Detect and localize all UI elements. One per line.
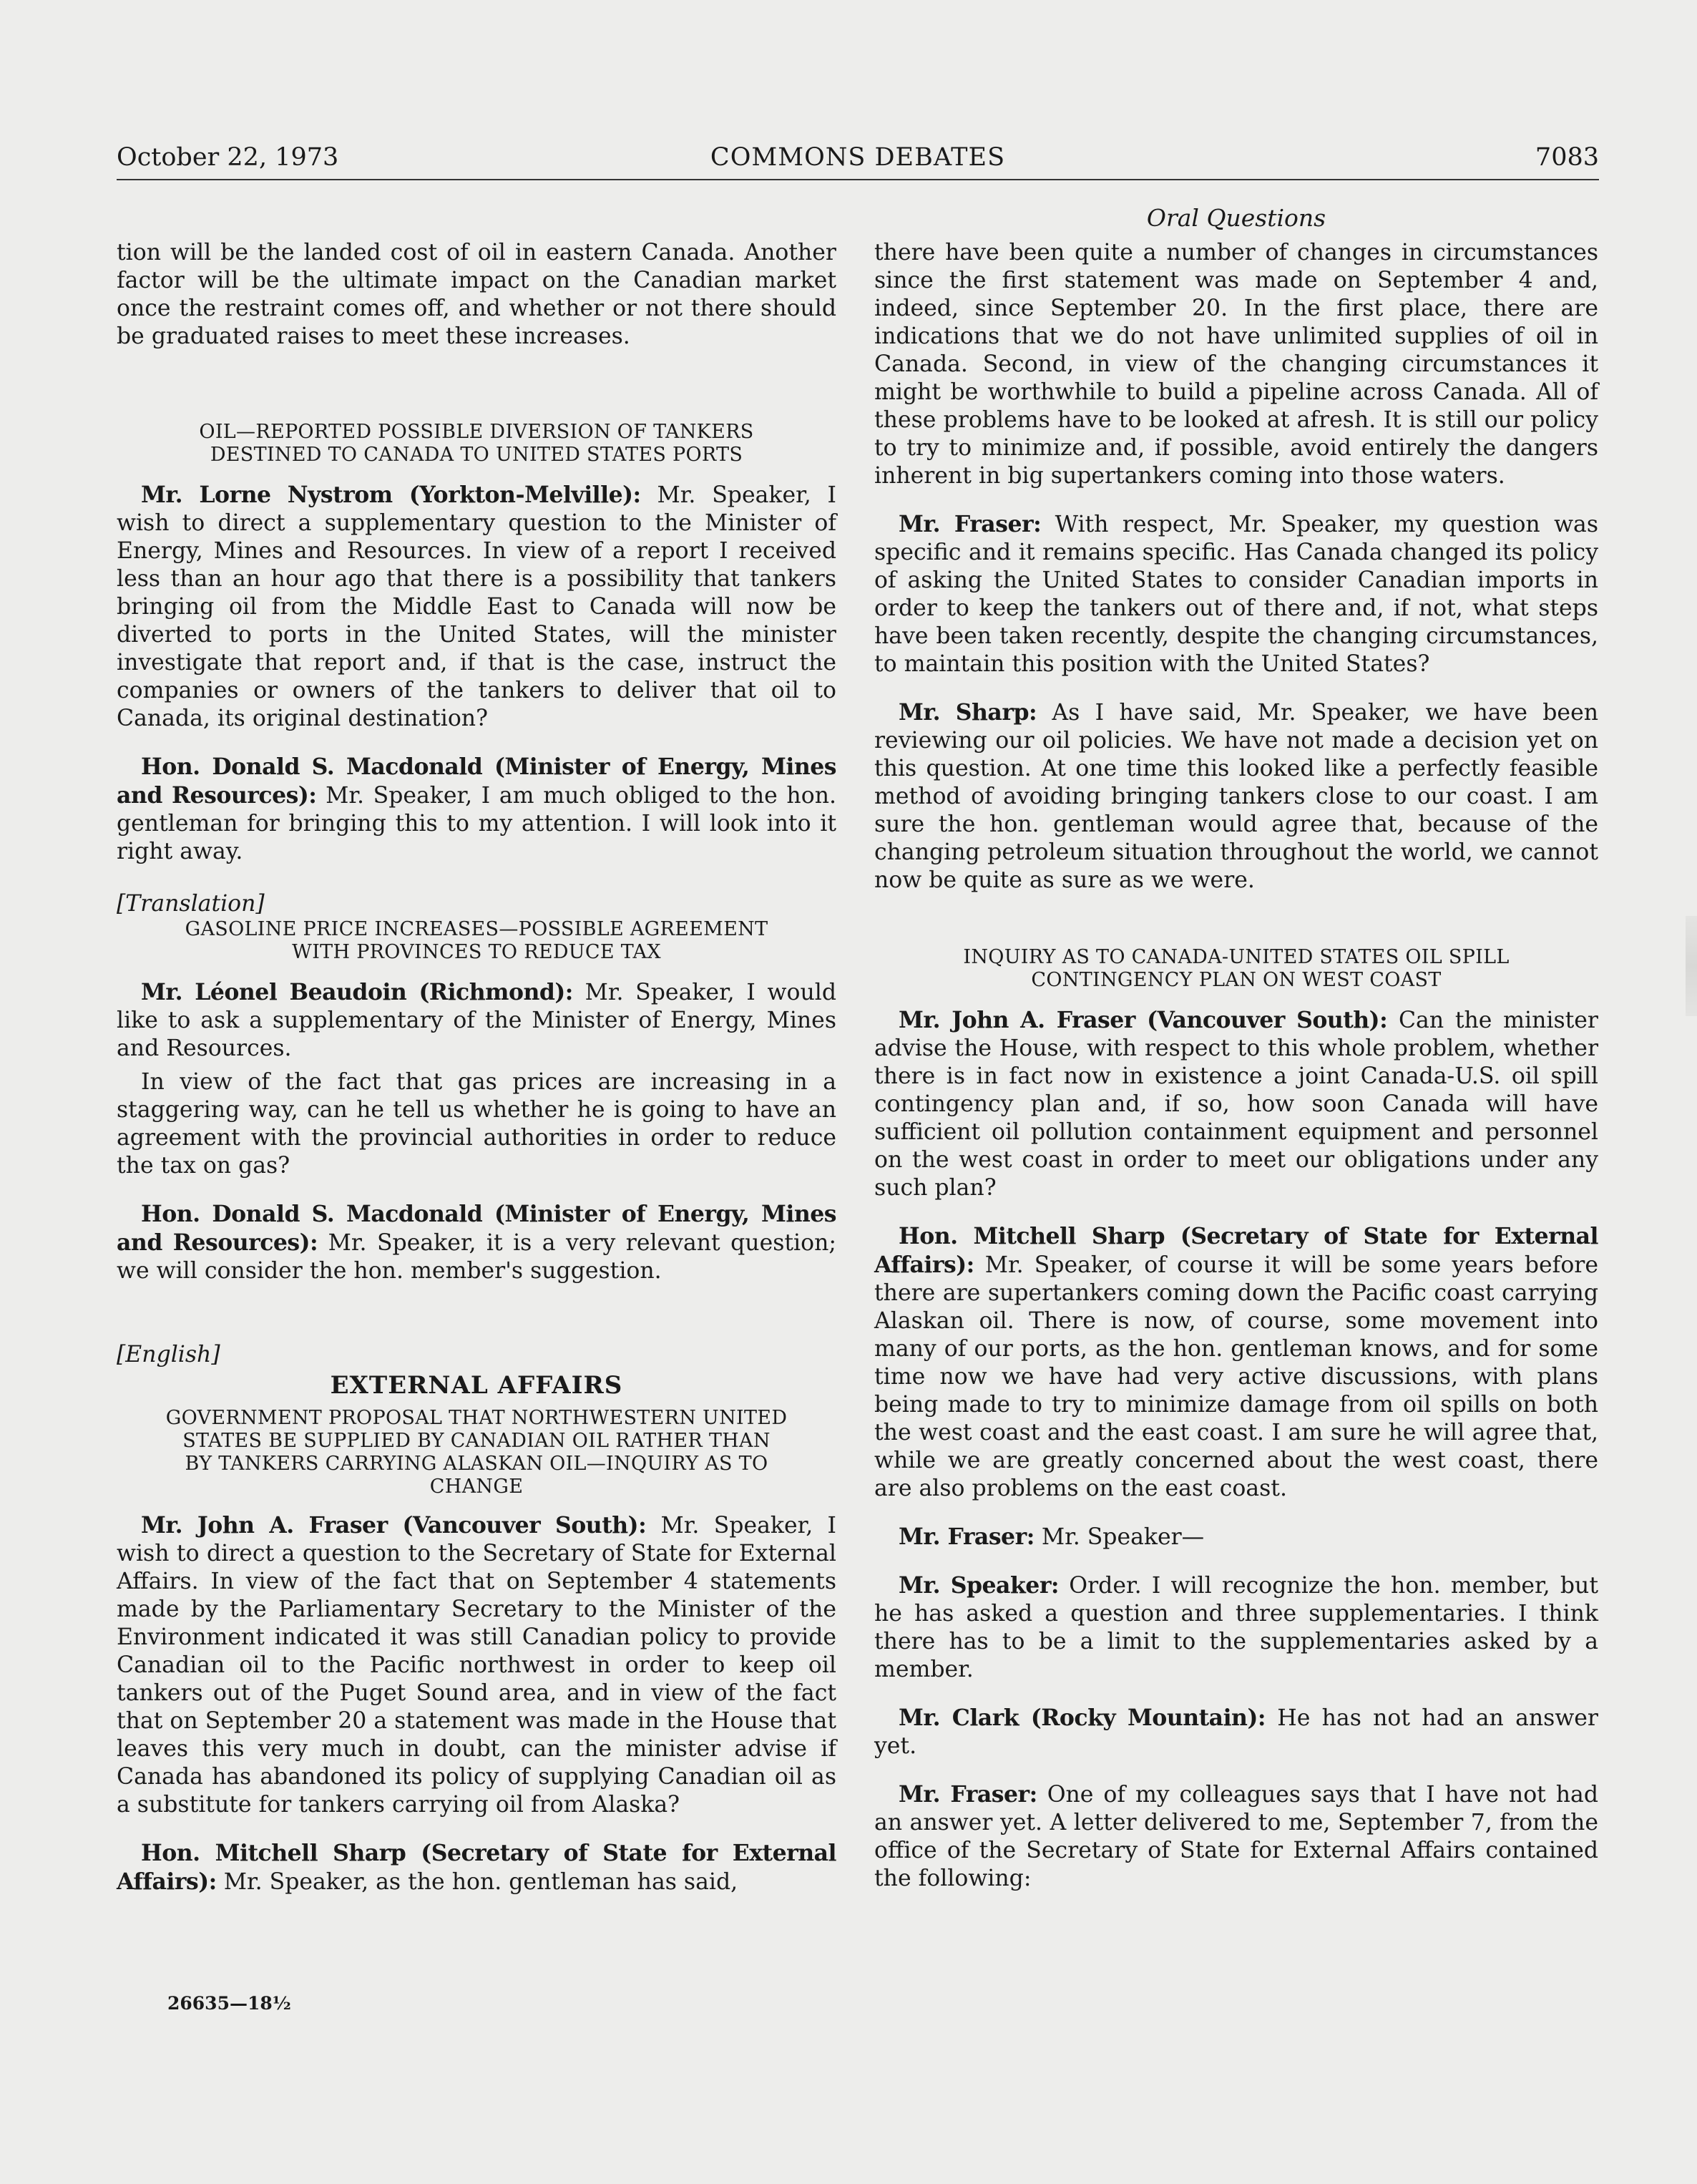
paragraph: Mr. Sharp: As I have said, Mr. Speaker, we have been reviewing our oil policies. We have not made a decision yet on this question. At one time this looked like a perfectly feasible method of avoiding bringing tankers close to our coast. I am sure the hon. gentleman would agree that, because of the changing petroleum situation throughout the world, we cannot now be quite as sure as we were. [874,699,1598,893]
paragraph: In view of the fact that gas prices are increasing in a staggering way, can he tell us whether he is going to have an agreement with the provincial authorities in order to reduce the tax on gas? [117,1069,836,1179]
speaker-name: Hon. Donald S. Macdonald (Minister of Energy, Mines and Resources): [117,754,836,809]
paragraph: Mr. Speaker: Order. I will recognize the hon. member, but he has asked a question and three supplementaries. I think there has to be a limit to the supplementaries asked by a member. [874,1572,1598,1682]
speaker-name: Hon. Donald S. Macdonald (Minister of Energy, Mines and Resources): [117,1201,836,1256]
left-column [117,239,836,1896]
footer-code: 26635—18½ [167,1993,291,2014]
subject-heading: GASOLINE PRICE INCREASES—POSSIBLE AGREEMENT WITH PROVINCES TO REDUCE TAX [185,918,768,963]
paragraph: Mr. Fraser: Mr. Speaker— [899,1524,1205,1550]
header-page-number: 7083 [1535,143,1599,172]
subject-heading: GOVERNMENT PROPOSAL THAT NORTHWESTERN UNITED STATES BE SUPPLIED BY CANADIAN OIL RATHER THAN BY TANKERS CARRYING ALASKAN OIL—INQUIRY AS TO CHANGE [165,1407,788,1498]
paragraph: Mr. Fraser: One of my colleagues says that I have not had an answer yet. A letter delivered to me, September 7, from the office of the Secretary of State for External Affairs contained the following: [874,1781,1598,1891]
right-column [874,239,1598,1893]
scan-artifact [1686,916,1697,1016]
paragraph: Mr. John A. Fraser (Vancouver South): Mr. Speaker, I wish to direct a question to the Secretary of State for External Affairs. In view of the fact that on September 4 statements made by the Parliamentary Secretary to the Minister of the Environment indicated it was still Canadian policy to provide Canadian oil to the Pacific northwest in order to keep oil tankers out of the Puget Sound area, and in view of the fact that on September 20 a statement was made in the House that leaves this very much in doubt, can the minister advise if Canada has abandoned its policy of supplying Canadian oil as a substitute for tankers carrying oil from Alaska? [117,1512,836,1818]
paragraph: Hon. Mitchell Sharp (Secretary of State for External Affairs): Mr. Speaker, as the hon. gentleman has said, [117,1840,836,1895]
paragraph: Hon. Donald S. Macdonald (Minister of Energy, Mines and Resources): Mr. Speaker, I am much obliged to the hon. gentleman for bringing this to my attention. I will look into it right away. [117,754,836,864]
speaker-name: Hon. Mitchell Sharp (Secretary of State for External Affairs): [117,1840,836,1895]
language-tag: [English] [117,1342,220,1368]
speaker-name: Mr. Fraser: [899,511,1042,537]
paragraph: Mr. Lorne Nystrom (Yorkton-Melville): Mr. Speaker, I wish to direct a supplementary question to the Minister of Energy, Mines and Resources. In view of a report I received less than an hour ago that there is a possibility that tankers bringing oil from the Middle East to Canada will now be diverted to ports in the United States, will the minister investigate that report and, if that is the case, instruct the companies or owners of the tankers to deliver that oil to Canada, its original destination? [117,482,836,731]
speaker-name: Mr. Léonel Beaudoin (Richmond): [141,979,573,1005]
paragraph: there have been quite a number of changes in circumstances since the first statement was made on September 4 and, indeed, since September 20. In the first place, there are indications that we do not have unlimited supplies of oil in Canada. Second, in view of the changing circumstances it might be worthwhile to build a pipeline across Canada. All of these problems have to be looked at afresh. It is still our policy to try to minimize and, if possible, avoid entirely the dangers inherent in big supertankers coming into those waters. [874,240,1598,489]
subject-heading: OIL—REPORTED POSSIBLE DIVERSION OF TANKERS DESTINED TO CANADA TO UNITED STATES PORTS [199,421,754,466]
speaker-name: Mr. Sharp: [899,699,1037,726]
paragraph: Mr. Fraser: With respect, Mr. Speaker, my question was specific and it remains specific. Has Canada changed its policy of asking the United States to consider Canadian imports in order to keep the tankers out of there and, if not, what steps have been taken recently, despite the changing circumstances, to maintain this position with the United States? [874,511,1599,677]
paragraph: Mr. Clark (Rocky Mountain): He has not had an answer yet. [874,1705,1598,1759]
section-heading: EXTERNAL AFFAIRS [330,1371,623,1400]
paragraph: tion will be the landed cost of oil in eastern Canada. Another factor will be the ultimate impact on the Canadian market once the restraint comes off, and whether or not there should be graduated raises to meet these increases. [117,240,836,349]
subject-heading: INQUIRY AS TO CANADA-UNITED STATES OIL SPILL CONTINGENCY PLAN ON WEST COAST [963,946,1510,991]
header-rule [117,179,1599,180]
header-date: October 22, 1973 [117,143,339,172]
paragraph: Mr. Léonel Beaudoin (Richmond): Mr. Speaker, I would like to ask a supplementary of the Minister of Energy, Mines and Resources. [117,979,836,1061]
speaker-name: Mr. Lorne Nystrom (Yorkton-Melville): [141,482,641,508]
header-title: COMMONS DEBATES [710,143,1006,172]
speaker-name: Mr. Speaker: [899,1572,1060,1599]
speaker-name: Mr. John A. Fraser (Vancouver South): [141,1512,647,1539]
speaker-name: Mr. Fraser: [899,1781,1037,1808]
speaker-name: Hon. Mitchell Sharp (Secretary of State for External Affairs): [874,1223,1598,1278]
paragraph: Hon. Mitchell Sharp (Secretary of State for External Affairs): Mr. Speaker, of course it will be some years before there are supertankers coming down the Pacific coast carrying Alaskan oil. There is now, of course, some movement into many of our ports, as the hon. gentleman knows, and for some time now we have had very active discussions, with plans being made to try to minimize damage from oil spills on both the west coast and the east coast. I am sure he will agree that, while we are greatly concerned about the west coast, there are also problems on the east coast. [874,1223,1598,1501]
speaker-name: Mr. Clark (Rocky Mountain): [899,1705,1266,1731]
paragraph: Mr. John A. Fraser (Vancouver South): Can the minister advise the House, with respect to this whole problem, whether there is in fact now in existence a joint Canada-U.S. oil spill contingency plan and, if so, how soon Canada will have sufficient oil pollution containment equipment and personnel on the west coast in order to meet our obligations under any such plan? [874,1007,1598,1201]
page-header [117,143,1599,179]
section-label: Oral Questions [1146,204,1326,232]
speaker-name: Mr. Fraser: [899,1524,1035,1550]
paragraph: Hon. Donald S. Macdonald (Minister of Energy, Mines and Resources): Mr. Speaker, it is a very relevant question; we will consider the hon. member's suggestion. [117,1201,836,1284]
language-tag: [Translation] [117,891,265,917]
speaker-name: Mr. John A. Fraser (Vancouver South): [899,1007,1388,1033]
